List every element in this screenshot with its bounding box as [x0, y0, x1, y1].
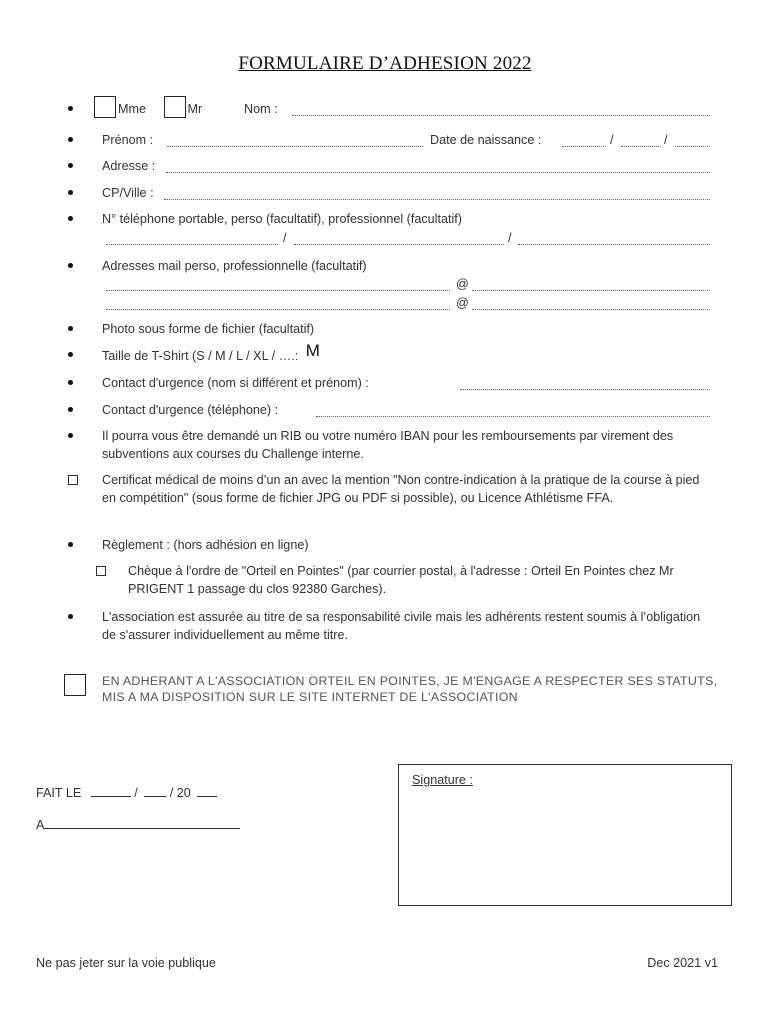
- row-photo: [102, 320, 710, 338]
- fait-separator: /: [134, 786, 138, 800]
- footer-version: Dec 2021 v1: [647, 956, 718, 970]
- bullet: [68, 163, 73, 168]
- row-cp-ville: [102, 184, 710, 202]
- bullet: [68, 137, 73, 142]
- bullet: [68, 352, 73, 357]
- form-title: FORMULAIRE D’ADHESION 2022: [238, 53, 532, 74]
- row-adresse: [102, 157, 710, 175]
- text-rib: Il pourra vous être demandé un RIB ou votre numéro IBAN pour les remboursements par virement des subventions aux courses du Challenge interne.: [102, 429, 674, 461]
- label-fait-le: FAIT LE: [36, 786, 82, 800]
- tshirt-value[interactable]: M: [305, 341, 320, 360]
- label-nom: Nom :: [244, 102, 278, 116]
- field-birth-day[interactable]: [562, 135, 606, 147]
- field-mail-pro-user[interactable]: [106, 298, 450, 310]
- label-mail: Adresses mail perso, professionnelle (facultatif): [102, 259, 367, 273]
- row-certificat: [102, 471, 710, 507]
- at-sign: @: [456, 277, 469, 291]
- bullet: [68, 190, 73, 195]
- field-fait-year[interactable]: [197, 784, 217, 797]
- field-mail-perso-domain[interactable]: [472, 279, 710, 291]
- date-separator: /: [610, 133, 614, 147]
- label-a: A: [36, 818, 45, 832]
- bullet: [68, 216, 73, 221]
- label-fait-year: / 20: [169, 786, 191, 800]
- bullet: [68, 407, 73, 412]
- field-prenom[interactable]: [167, 135, 423, 147]
- checkbox-pledge[interactable]: [64, 674, 86, 696]
- field-mail-perso-user[interactable]: [106, 279, 450, 291]
- field-tel-portable[interactable]: [106, 233, 278, 245]
- label-cp-ville: CP/Ville :: [102, 186, 154, 200]
- label-date-naissance: Date de naissance :: [430, 133, 542, 147]
- row-contact-nom: [102, 374, 710, 392]
- bullet: [68, 380, 73, 385]
- label-tshirt: Taille de T-Shirt (S / M / L / XL / ….:: [102, 349, 299, 363]
- bullet: [68, 433, 73, 438]
- label-signature: Signature :: [412, 773, 473, 787]
- label-contact-nom: Contact d'urgence (nom si différent et prénom) :: [102, 376, 369, 390]
- checkbox-mr[interactable]: [164, 96, 186, 118]
- row-reglement: [102, 536, 710, 554]
- field-cp-ville[interactable]: [164, 188, 710, 200]
- row-telephone: [102, 210, 710, 245]
- bullet: [68, 326, 73, 331]
- text-pledge: EN ADHERANT A L'ASSOCIATION ORTEIL EN POINTES, JE M'ENGAGE A RESPECTER SES STATUTS, MIS A MA DISPOSITION SUR LE SITE INTERNET DE L'ASSOCIATION: [102, 674, 718, 704]
- fait-le-line: [36, 784, 217, 800]
- lieu-line: [36, 816, 240, 832]
- bullet: [68, 263, 73, 268]
- at-sign: @: [456, 296, 469, 310]
- row-cheque: [128, 562, 720, 598]
- tel-separator: /: [508, 231, 512, 245]
- bullet: [68, 542, 73, 547]
- checkbox-certificat[interactable]: [68, 475, 78, 485]
- field-mail-pro-domain[interactable]: [472, 298, 710, 310]
- row-tshirt: [102, 341, 710, 365]
- label-mr: Mr: [187, 102, 203, 116]
- field-fait-month[interactable]: [144, 784, 166, 797]
- bullet: [68, 614, 73, 619]
- row-prenom: [102, 131, 710, 149]
- field-adresse[interactable]: [166, 161, 710, 173]
- field-birth-year[interactable]: [675, 135, 710, 147]
- field-tel-pro[interactable]: [518, 233, 710, 245]
- date-separator: /: [664, 133, 668, 147]
- text-certificat: Certificat médical de moins d’un an avec la mention "Non contre-indication à la pratique de la course à pied en compétition" (sous forme de fichier JPG ou PDF si possible), ou Licence Athlétisme FFA.: [102, 473, 700, 505]
- row-contact-tel: [102, 401, 710, 419]
- field-nom[interactable]: [292, 104, 710, 116]
- label-mme: Mme: [118, 102, 146, 116]
- label-adresse: Adresse :: [102, 159, 156, 173]
- label-telephone: N° téléphone portable, perso (facultatif), professionnel (facultatif): [102, 212, 462, 226]
- checkbox-cheque[interactable]: [96, 566, 106, 576]
- text-assurance: L'association est assurée au titre de sa responsabilité civile mais les adhérents restent soumis à l’obligation de s'assurer individuellement au même titre.: [102, 610, 701, 642]
- footer-notice: Ne pas jeter sur la voie publique: [36, 956, 216, 970]
- label-contact-tel: Contact d'urgence (téléphone) :: [102, 403, 279, 417]
- field-fait-day[interactable]: [91, 784, 131, 797]
- row-rib: [102, 427, 710, 463]
- field-birth-month[interactable]: [621, 135, 659, 147]
- field-lieu[interactable]: [44, 816, 240, 829]
- text-cheque: Chèque à l'ordre de "Orteil en Pointes" (par courrier postal, à l'adresse : Orteil En Pointes chez Mr PRIGENT 1 passage du clos 92380 Garches).: [128, 564, 674, 596]
- field-contact-tel[interactable]: [316, 405, 710, 417]
- label-prenom: Prénom :: [102, 133, 154, 147]
- field-contact-nom[interactable]: [460, 378, 710, 390]
- label-reglement: Règlement : (hors adhésion en ligne): [102, 538, 309, 552]
- tel-separator: /: [283, 231, 287, 245]
- row-mail: [102, 257, 710, 310]
- checkbox-mme[interactable]: [94, 96, 116, 118]
- field-tel-perso[interactable]: [294, 233, 504, 245]
- row-assurance: [102, 608, 710, 644]
- bullet: [68, 106, 73, 111]
- label-photo: Photo sous forme de fichier (facultatif): [102, 322, 315, 336]
